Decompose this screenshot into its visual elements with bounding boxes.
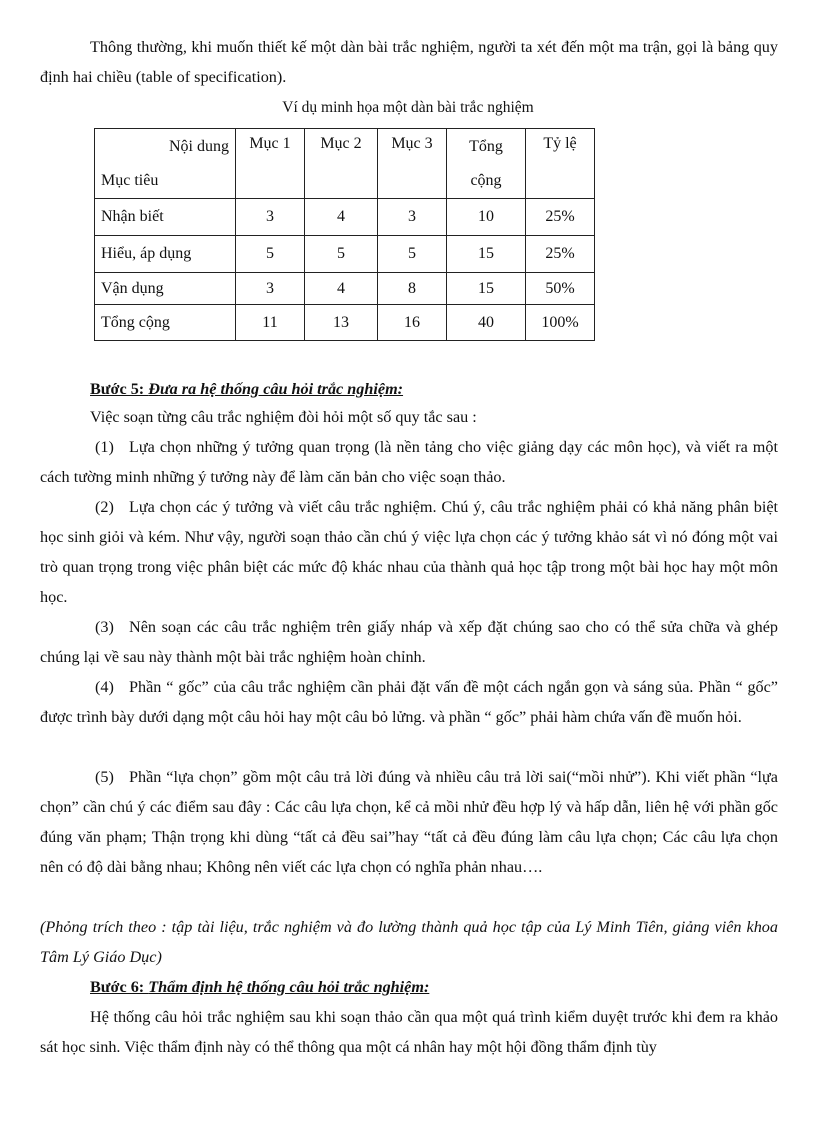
table-cell: 50%	[526, 273, 595, 305]
rule-number: (3)	[95, 618, 114, 636]
corner-top-label: Nội dung	[169, 137, 229, 155]
row-label: Tổng cộng	[95, 305, 236, 341]
step6-body: Hệ thống câu hỏi trắc nghiệm sau khi soạn thảo cần qua một quá trình kiểm duyệt trước khi đem ra khảo sát học sinh. Việc thẩm định này có thể thông qua một cá nhân hay một hội đồng thẩm định tùy	[40, 1008, 778, 1056]
rule-number: (2)	[95, 498, 114, 516]
table-cell: 8	[378, 273, 447, 305]
rule-text: Nên soạn các câu trắc nghiệm trên giấy nháp và xếp đặt chúng sao cho có thể sửa chữa và ghép chúng lại về sau này thành một bài trắc nghiệm hoàn chỉnh.	[40, 618, 778, 666]
header-cell: Mục 1	[236, 129, 305, 199]
rule-item-5	[40, 762, 778, 882]
table-cell: 25%	[526, 199, 595, 236]
row-label: Nhận biết	[95, 199, 236, 236]
table-cell: 3	[236, 273, 305, 305]
table-cell: 13	[305, 305, 378, 341]
table-cell: 5	[305, 236, 378, 273]
step5-heading	[40, 374, 778, 404]
step5-lead: Việc soạn từng câu trắc nghiệm đòi hỏi một số quy tắc sau :	[90, 408, 477, 426]
header-total-line1: Tổng	[469, 137, 503, 155]
table-header-row	[95, 129, 595, 199]
step6-title: Thẩm định hệ thống câu hỏi trắc nghiệm:	[148, 978, 430, 996]
table-cell: 15	[447, 236, 526, 273]
rule-item-4	[40, 672, 778, 732]
row-label: Hiểu, áp dụng	[95, 236, 236, 273]
table-cell: 4	[305, 199, 378, 236]
rule-item-3	[40, 612, 778, 672]
corner-bottom-label: Mục tiêu	[101, 171, 159, 189]
table-cell: 16	[378, 305, 447, 341]
header-cell: Tỷ lệ	[526, 129, 595, 199]
table-cell: 15	[447, 273, 526, 305]
table-row	[95, 305, 595, 341]
specification-table	[94, 128, 595, 341]
table-cell: 11	[236, 305, 305, 341]
intro-paragraph: Thông thường, khi muốn thiết kế một dàn bài trắc nghiệm, người ta xét đến một ma trận, gọi là bảng quy định hai chiều (table of specification).	[40, 38, 778, 86]
table-cell: 100%	[526, 305, 595, 341]
rule-text: Phần “lựa chọn” gồm một câu trả lời đúng và nhiều câu trả lời sai(“mồi nhử”). Khi viết phần “lựa chọn” cần chú ý các điểm sau đây : Các câu lựa chọn, kể cả mồi nhử đều hợp lý và hấp dẫn, liên hệ với phần gốc đúng văn phạm; Thận trọng khi dùng “tất cả đều sai”hay “tất cả đều đúng làm câu lựa chọn; Các câu lựa chọn nên có độ dài bằng nhau; Không nên viết các lựa chọn có nghĩa phản nhau….	[40, 768, 778, 876]
step6-heading	[40, 972, 778, 1002]
table-cell: 3	[378, 199, 447, 236]
citation: (Phỏng trích theo : tập tài liệu, trắc nghiệm và đo lường thành quả học tập của Lý Minh Tiên, giảng viên khoa Tâm Lý Giáo Dục)	[40, 918, 778, 966]
table-caption: Ví dụ minh họa một dàn bài trắc nghiệm	[282, 99, 534, 116]
table-cell: 25%	[526, 236, 595, 273]
rule-text: Phần “ gốc” của câu trắc nghiệm cần phải đặt vấn đề một cách ngắn gọn và sáng sủa. Phần “ gốc” được trình bày dưới dạng một câu hỏi hay một câu bỏ lửng. và phần “ gốc” phải hàm chứa vấn đề muốn hỏi.	[40, 678, 778, 726]
header-cell: Mục 2	[305, 129, 378, 199]
header-total-line2: cộng	[470, 171, 502, 189]
step6-prefix: Bước 6:	[90, 978, 149, 996]
table-cell: 3	[236, 199, 305, 236]
table-cell: 5	[378, 236, 447, 273]
row-label: Vận dụng	[95, 273, 236, 305]
step5-title: Đưa ra hệ thống câu hỏi trắc nghiệm:	[148, 380, 404, 398]
table-cell: 4	[305, 273, 378, 305]
table-row	[95, 199, 595, 236]
step5-prefix: Bước 5:	[90, 380, 149, 398]
rule-number: (1)	[95, 438, 114, 456]
rule-item-1	[40, 432, 778, 492]
rule-number: (5)	[95, 768, 114, 786]
table-row	[95, 236, 595, 273]
table-cell: 5	[236, 236, 305, 273]
table-corner-cell	[95, 129, 236, 199]
table-row	[95, 273, 595, 305]
rule-item-2	[40, 492, 778, 612]
rule-text: Lựa chọn các ý tưởng và viết câu trắc nghiệm. Chú ý, câu trắc nghiệm phải có khả năng phân biệt học sinh giỏi và kém. Như vậy, người soạn thảo cần chú ý việc lựa chọn các ý tưởng khảo sát vì nó đóng một vai trò quan trọng trong việc phân biệt các mức độ khác nhau của thành quả học tập trong một bài học hay một môn học.	[40, 498, 778, 606]
rule-text: Lựa chọn những ý tưởng quan trọng (là nền tảng cho việc giảng dạy các môn học), và viết ra một cách tường minh những ý tưởng này để làm căn bản cho việc soạn thảo.	[40, 438, 778, 486]
header-cell: Mục 3	[378, 129, 447, 199]
rule-number: (4)	[95, 678, 114, 696]
table-cell: 10	[447, 199, 526, 236]
header-cell-total	[447, 129, 526, 199]
table-cell: 40	[447, 305, 526, 341]
